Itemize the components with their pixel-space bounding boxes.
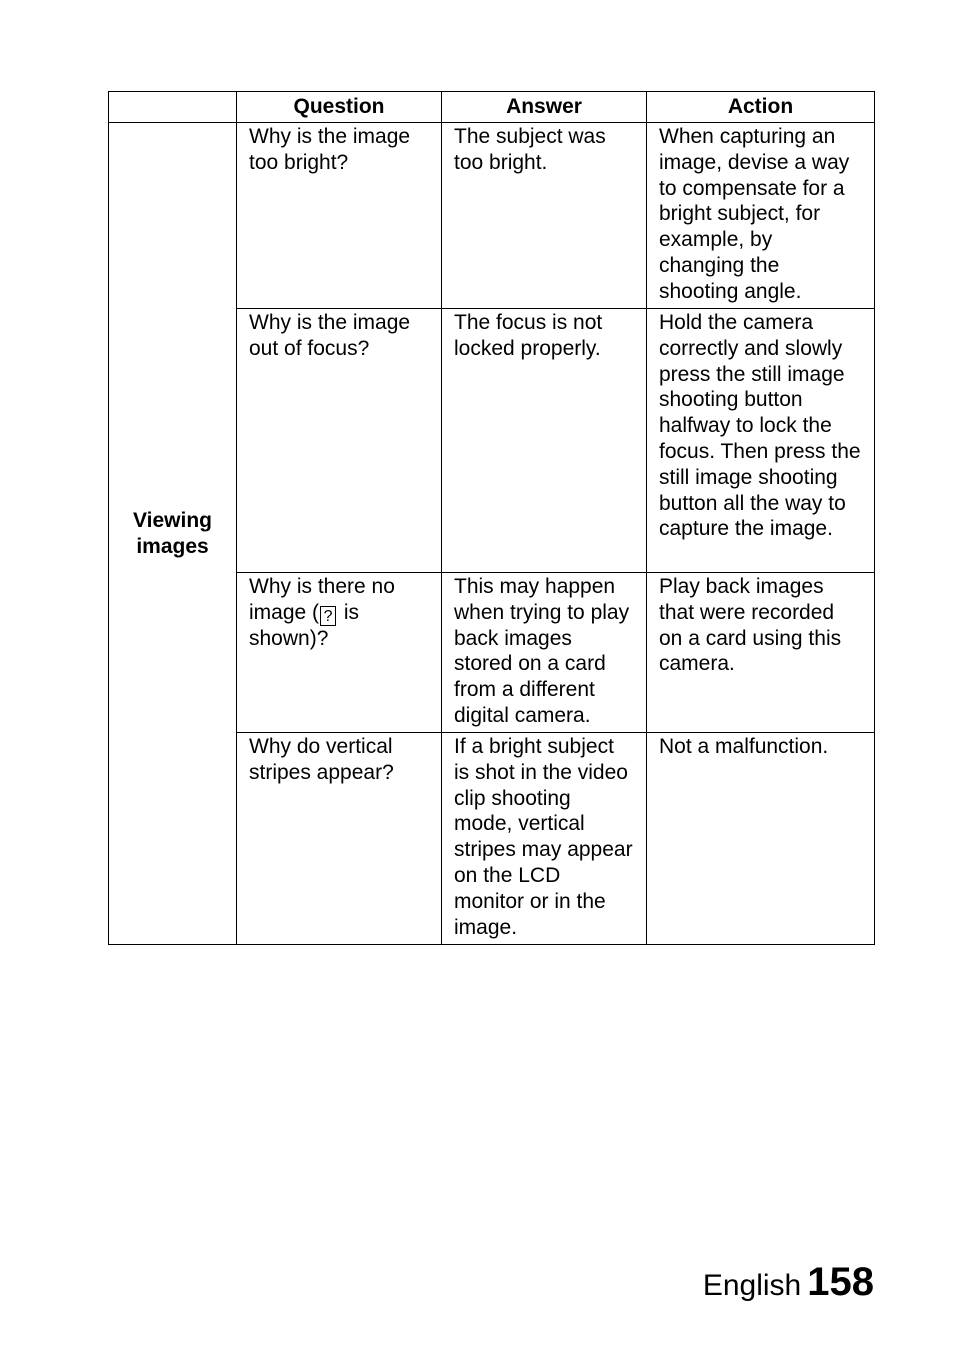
action-cell: When capturing an image, devise a way to compensate for a bright subject, for example, by changing the shooting angle. [647,123,875,309]
question-cell: Why is the image too bright? [237,123,442,309]
action-cell: Play back images that were recorded on a card using this camera. [647,573,875,733]
page-number: 158 [807,1260,874,1304]
page-footer [703,1260,874,1305]
header-question: Question [237,92,442,123]
action-cell: Hold the camera correctly and slowly press the still image shooting button halfway to lock the focus. Then press the still image shooting button all the way to capture the image. [647,309,875,573]
answer-cell: If a bright subject is shot in the video clip shooting mode, vertical stripes may appear on the LCD monitor or in the image. [442,733,647,945]
table-header-row [109,92,875,123]
answer-cell: The subject was too bright. [442,123,647,309]
header-category [109,92,237,123]
answer-cell: This may happen when trying to play back images stored on a card from a different digital camera. [442,573,647,733]
footer-language: English [702,1269,802,1302]
table-row [109,123,875,309]
question-text-before: Why is there no image ( [249,575,395,624]
question-text-after: is shown)? [249,600,360,650]
action-cell: Not a malfunction. [647,733,875,945]
question-cell [237,573,442,733]
header-answer: Answer [442,92,647,123]
question-mark-icon: ? [320,606,336,626]
category-cell: Viewing images [109,123,237,945]
answer-cell: The focus is not locked properly. [442,309,647,573]
question-cell: Why is the image out of focus? [237,309,442,573]
question-cell: Why do vertical stripes appear? [237,733,442,945]
troubleshooting-table [108,91,875,945]
header-action: Action [647,92,875,123]
